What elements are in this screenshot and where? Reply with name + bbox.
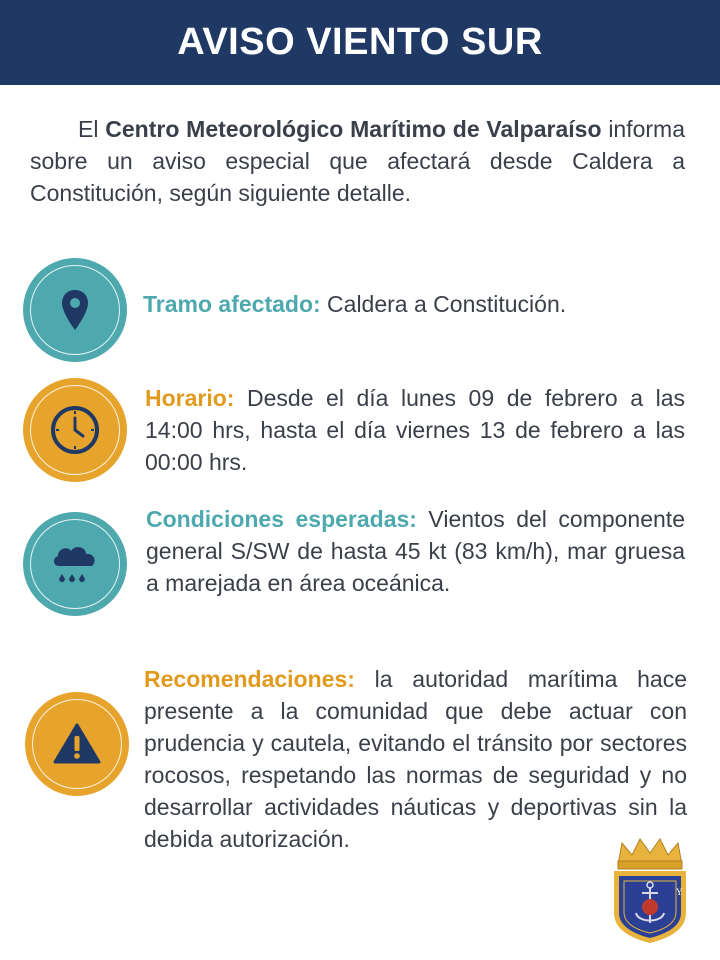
conditions-section <box>146 503 685 599</box>
conditions-text: Vientos del componente general S/SW de hasta 45 kt (83 km/h), mar gruesa a marejada en área oceánica. <box>146 506 685 596</box>
intro-organization: Centro Meteorológico Marítimo de Valparaíso <box>105 116 602 142</box>
warning-icon <box>52 722 102 766</box>
schedule-label: Horario: <box>145 385 235 411</box>
recommendations-text: la autoridad marítima hace presente a la comunidad que debe actuar con prudencia y cautela, evitando el tránsito por sectores rocosos, respetando las normas de seguridad y no desarrollar actividades náuticas y deportivas sin la debida autorización. <box>144 666 687 852</box>
page-title: AVISO VIENTO SUR <box>177 21 543 63</box>
location-pin-icon <box>60 288 90 332</box>
intro-paragraph <box>30 113 685 209</box>
schedule-text: Desde el día lunes 09 de febrero a las 14:00 hrs, hasta el día viernes 13 de febrero a las 00:00 hrs. <box>145 385 685 475</box>
clock-icon <box>49 404 101 456</box>
rain-cloud-icon <box>49 538 101 590</box>
affected-section-text: Caldera a Constitución. <box>320 291 567 317</box>
weather-badge <box>23 512 127 616</box>
title-banner <box>0 0 720 85</box>
affected-section-label: Tramo afectado: <box>143 291 321 317</box>
svg-text:Y: Y <box>676 887 683 897</box>
intro-prefix: El <box>78 116 106 142</box>
schedule-section <box>145 382 685 478</box>
recommendations-label: Recomendaciones: <box>144 666 355 692</box>
navy-crest-logo <box>610 835 690 945</box>
recommendations-section <box>144 663 687 855</box>
warning-badge <box>25 692 129 796</box>
location-badge <box>23 258 127 362</box>
affected-section <box>143 288 688 320</box>
conditions-label: Condiciones esperadas: <box>146 506 417 532</box>
clock-badge <box>23 378 127 482</box>
intro-suffix: informa sobre un aviso especial que afectará desde Caldera a Constitución, según siguiente detalle. <box>30 116 686 206</box>
